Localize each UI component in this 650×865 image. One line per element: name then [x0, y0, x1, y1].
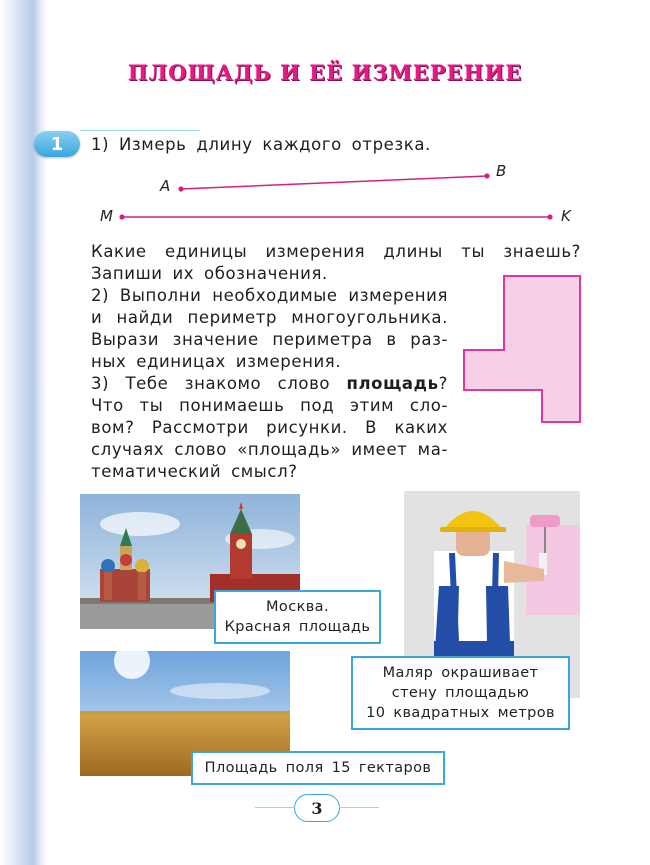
page-title: ПЛОЩАДЬ И ЕЁ ИЗМЕРЕНИЕ	[127, 60, 523, 85]
task2-line3: Вырази значение периметра в раз-	[91, 330, 448, 349]
task3-line1-suffix: ?	[438, 374, 448, 393]
caption-painter-line2: стену площадью	[391, 685, 530, 701]
point-a	[178, 186, 183, 191]
label-b: B	[496, 162, 507, 180]
polygon-shape	[464, 276, 580, 422]
task2-line2: и найди периметр многоугольника.	[91, 308, 448, 327]
task-number-badge: 1	[34, 131, 80, 157]
task2-line4: ных единицах измерения.	[91, 352, 342, 371]
task3-keyword-area: площадь	[346, 374, 439, 393]
task3-line1	[91, 373, 448, 395]
point-b	[484, 173, 489, 178]
question-units-line2: Запиши их обозначения.	[91, 264, 328, 283]
task3-line1-prefix: 3) Тебе знакомо слово	[91, 374, 331, 393]
caption-moscow-line1: Москва.	[266, 599, 329, 615]
task3-line5: тематический смысл?	[91, 462, 298, 481]
task3-line2: Что ты понимаешь под этим сло-	[91, 396, 448, 415]
caption-painter	[351, 656, 570, 730]
segments-figure	[0, 0, 650, 240]
task2-line1: 2) Выполни необходимые измерения	[91, 286, 448, 305]
task3-line3: вом? Рассмотри рисунки. В каких	[91, 418, 448, 437]
page-number: 3	[294, 794, 340, 822]
task3-line4: случаях слово «площадь» имеет ма-	[91, 440, 448, 459]
label-a: A	[160, 177, 171, 195]
caption-moscow-line2: Красная площадь	[224, 619, 371, 635]
point-k	[547, 214, 552, 219]
point-m	[119, 214, 124, 219]
label-m: M	[100, 207, 113, 225]
caption-field: Площадь поля 15 гектаров	[191, 751, 445, 785]
segment-ab	[181, 176, 487, 189]
question-units-line1: Какие единицы измерения длины ты знаешь?	[91, 242, 581, 261]
polygon-figure	[462, 274, 584, 426]
label-k: K	[561, 207, 571, 225]
task1-instruction: 1) Измерь длину каждого отрезка.	[91, 135, 431, 154]
caption-painter-line3: 10 квадратных метров	[366, 705, 555, 721]
caption-moscow	[214, 590, 381, 644]
caption-painter-line1: Маляр окрашивает	[382, 665, 539, 681]
